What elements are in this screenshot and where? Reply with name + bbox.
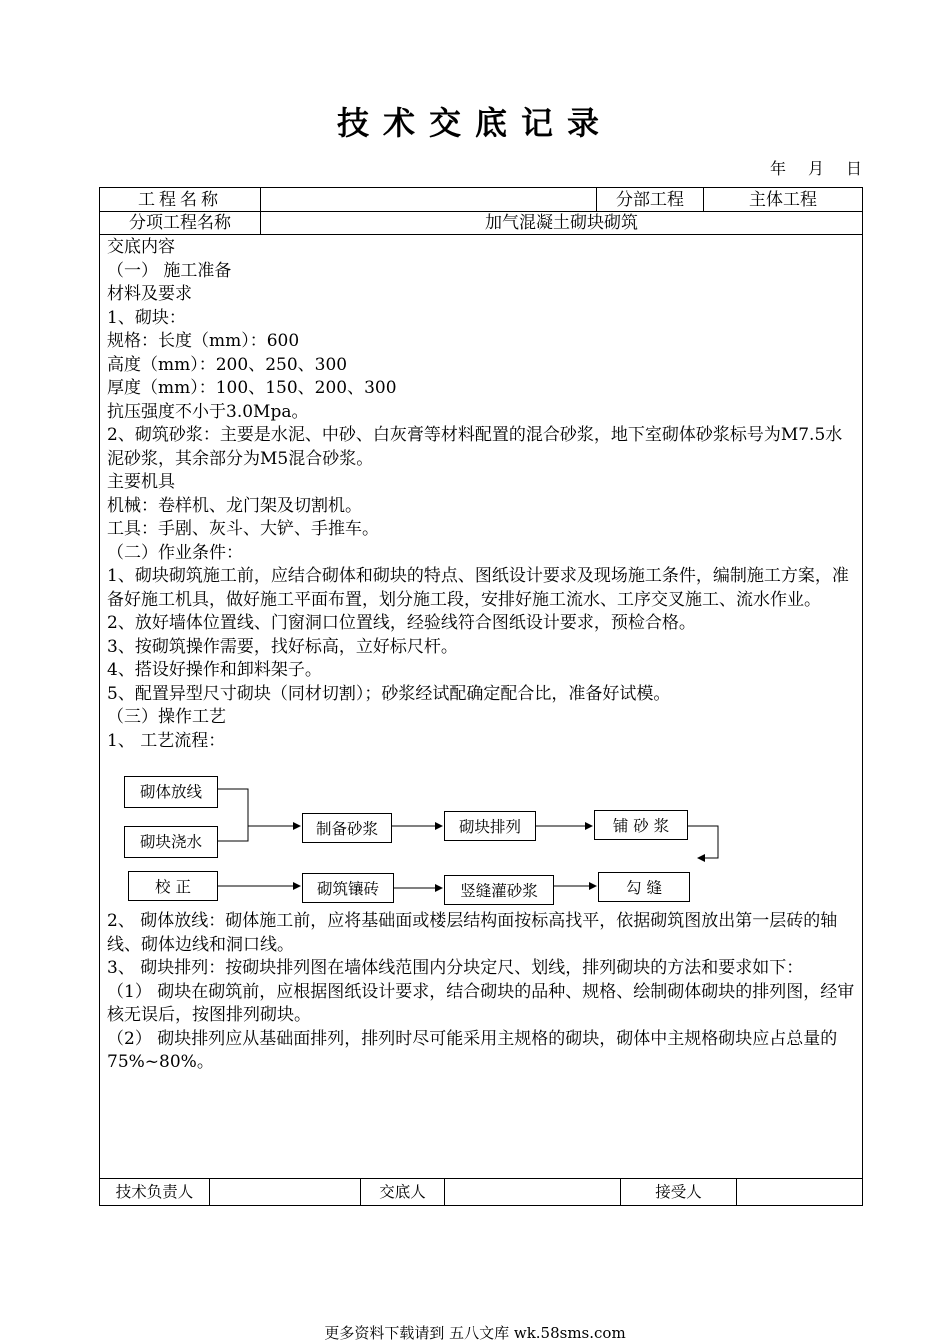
content-line: 3、 砌块排列：按砌块排列图在墙体线范围内分块定尺、划线，排列砌块的方法和要求如下： [107, 958, 804, 978]
row-divider [99, 234, 863, 235]
row-divider [99, 1178, 863, 1179]
content-line: 1、 工艺流程： [107, 730, 226, 751]
col-divider [736, 1178, 737, 1206]
content-line: 规格：长度（mm）：600 [107, 331, 300, 351]
subitem-label: 分项工程名称 [129, 213, 231, 233]
content-line: （三）操作工艺 [107, 707, 226, 727]
date-month: 月 [808, 159, 825, 178]
subitem-value: 加气混凝土砌块砌筑 [485, 213, 638, 233]
content-line: （2） 砌块排列应从基础面排列，排列时尽可能采用主规格的砌块，砌体中主规格砌块应占总量的75%~80%。 [107, 1028, 838, 1072]
col-divider [444, 1178, 445, 1206]
receiver-label: 接受人 [655, 1183, 702, 1201]
flow-step-masonry-layout: 砌体放线 [124, 776, 218, 808]
connector-line [218, 789, 248, 841]
connector-line [688, 826, 718, 858]
content-line: （1） 砌块在砌筑前，应根据图纸设计要求，结合砌块的品种、规格、绘制砌体砌块的排列图，经审核无误后，按图排列砌块。 [107, 981, 855, 1025]
date-year: 年 [770, 159, 787, 178]
content-line: 2、 砌体放线：砌体施工前，应将基础面或楼层结构面按标高找平，依据砌筑图放出第一层砖的轴线、砌体边线和洞口线。 [107, 911, 838, 955]
flow-step-correction: 校 正 [128, 871, 218, 901]
date-day: 日 [846, 159, 863, 178]
disclosure-content [107, 236, 855, 753]
content-line: （一） 施工准备 [107, 260, 232, 281]
division-label: 分部工程 [616, 190, 684, 210]
document-title: 技术交底记录 [336, 104, 613, 142]
content-line: 厚度（mm）：100、150、200、300 [107, 378, 397, 398]
content-line: 4、搭设好操作和卸料架子。 [107, 660, 322, 680]
content-line: 材料及要求 [107, 284, 192, 304]
content-line: 2、砌筑砂浆：主要是水泥、中砂、白灰膏等材料配置的混合砂浆，地下室砌体砂浆标号为M7.5水泥砂浆，其余部分为M5混合砂浆。 [107, 425, 843, 469]
content-line: 2、放好墙体位置线、门窗洞口位置线，经验线符合图纸设计要求，预检合格。 [107, 613, 696, 633]
content-line: 抗压强度不小于3.0Mpa。 [107, 401, 309, 422]
flow-step-inlay-bricks: 砌筑镶砖 [302, 873, 394, 903]
content-line: 1、砌块砌筑施工前，应结合砌体和砌块的特点、图纸设计要求及现场施工条件，编制施工方案，准备好施工机具，做好施工平面布置，划分施工段，安排好施工流水、工序交叉施工、流水作业。 [107, 566, 849, 610]
flow-step-spread-mortar: 铺 砂 浆 [594, 810, 688, 840]
disclosure-content-continued [107, 910, 855, 1075]
content-line: （二）作业条件： [107, 542, 243, 563]
division-value: 主体工程 [749, 190, 817, 210]
flow-step-block-arrangement: 砌块排列 [444, 811, 536, 841]
content-line: 交底内容 [107, 237, 175, 257]
content-line: 机械：卷样机、龙门架及切割机。 [107, 495, 362, 516]
flow-step-block-watering: 砌块浇水 [124, 826, 218, 858]
footer-watermark: 更多资料下载请到 五八文库 wk.58sms.com [324, 1324, 626, 1342]
process-flow-diagram [100, 765, 860, 915]
content-line: 工具：手剧、灰斗、大铲、手推车。 [107, 519, 379, 539]
content-line: 主要机具 [107, 472, 175, 492]
content-line: 1、砌块： [107, 307, 186, 328]
flow-step-vertical-joint-grouting: 竖缝灌砂浆 [444, 875, 554, 905]
date-line [770, 156, 884, 179]
tech-lead-label: 技术负责人 [115, 1183, 194, 1201]
col-divider [209, 1178, 210, 1206]
flow-step-pointing: 勾 缝 [598, 872, 690, 902]
content-line: 3、按砌筑操作需要，找好标高，立好标尺杆。 [107, 636, 458, 657]
flow-step-prepare-mortar: 制备砂浆 [302, 813, 392, 843]
content-line: 高度（mm）：200、250、300 [107, 354, 348, 375]
project-name-label: 工程名称 [138, 190, 222, 210]
content-line: 5、配置异型尺寸砌块（同材切割）；砂浆经试配确定配合比，准备好试模。 [107, 683, 671, 704]
discloser-label: 交底人 [379, 1183, 426, 1201]
